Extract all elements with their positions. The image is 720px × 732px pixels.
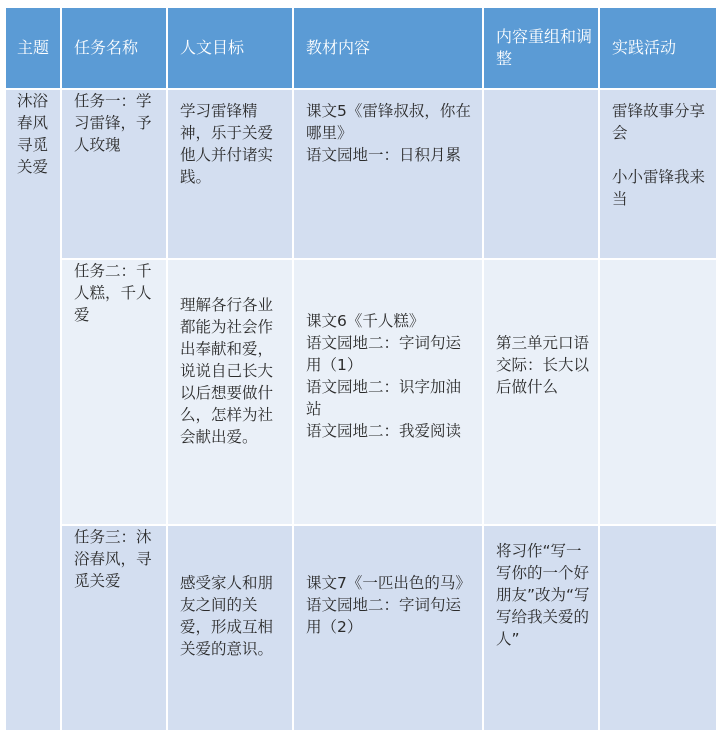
table-row — [5, 259, 717, 525]
content-cell — [293, 89, 483, 259]
content-line: 语文园地二：我爱阅读 — [306, 422, 462, 440]
curriculum-table — [4, 6, 718, 732]
goal-cell: 理解各行各业都能为社会作出奉献和爱，说说自己长大以后想要做什么，怎样为社会献出爱。 — [167, 259, 293, 525]
header-row — [5, 7, 717, 89]
activity-line: 小小雷锋我来当 — [612, 168, 706, 208]
content-line: 语文园地二：字词句运用（1） — [306, 334, 462, 374]
restructure-cell — [483, 89, 599, 259]
content-line: 课文5《雷锋叔叔，你在哪里》 — [306, 102, 471, 142]
content-line: 语文园地二：识字加油站 — [306, 378, 462, 418]
header-content-restructure: 内容重组和调整 — [483, 7, 599, 89]
header-theme: 主题 — [5, 7, 61, 89]
goal-cell: 感受家人和朋友之间的关爱，形成互相关爱的意识。 — [167, 525, 293, 731]
goal-cell: 学习雷锋精神，乐于关爱他人并付诸实践。 — [167, 89, 293, 259]
table-row — [5, 525, 717, 731]
header-practice-activity: 实践活动 — [599, 7, 717, 89]
header-humanistic-goal: 人文目标 — [167, 7, 293, 89]
activity-cell — [599, 525, 717, 731]
content-line: 语文园地二：字词句运用（2） — [306, 596, 462, 636]
task-cell: 任务一：学习雷锋，予人玫瑰 — [61, 89, 167, 259]
content-line: 语文园地一：日积月累 — [306, 146, 462, 164]
content-cell — [293, 259, 483, 525]
activity-cell — [599, 259, 717, 525]
header-textbook-content: 教材内容 — [293, 7, 483, 89]
theme-cell: 沐浴春风寻觅关爱 — [5, 89, 61, 731]
activity-line: 雷锋故事分享会 — [612, 102, 706, 142]
restructure-cell: 第三单元口语交际：长大以后做什么 — [483, 259, 599, 525]
content-line: 课文6《千人糕》 — [306, 312, 425, 330]
content-line: 课文7《一匹出色的马》 — [306, 574, 471, 592]
task-cell: 任务三：沐浴春风，寻觅关爱 — [61, 525, 167, 731]
content-cell — [293, 525, 483, 731]
task-cell: 任务二：千人糕，千人爱 — [61, 259, 167, 525]
activity-cell — [599, 89, 717, 259]
restructure-cell: 将习作“写一写你的一个好朋友”改为“写写给我关爱的人” — [483, 525, 599, 731]
table-row — [5, 89, 717, 259]
header-task-name: 任务名称 — [61, 7, 167, 89]
